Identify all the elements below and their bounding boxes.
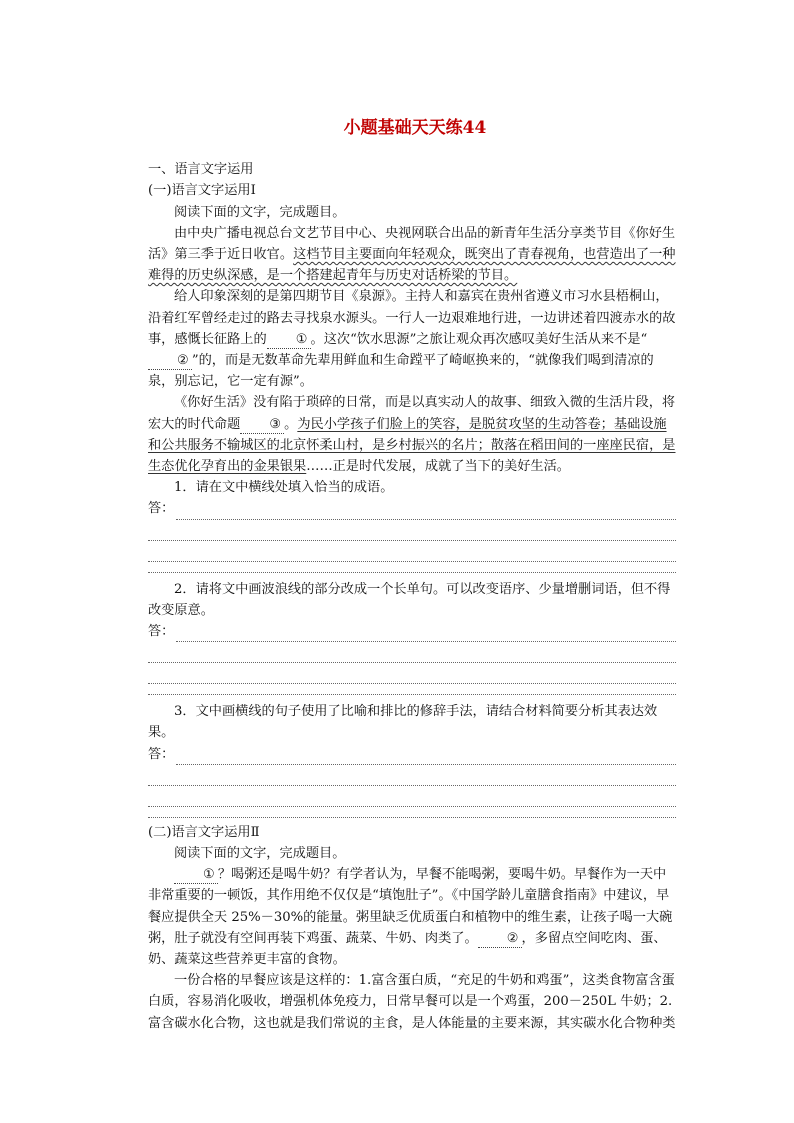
- text-run: 《你好生活》没有陷于琐碎的日常，而是以真实动人的故事、细致入微的生活片段，将宏大的时代命题: [148, 395, 676, 432]
- subsection-heading-1: (一)语言文字运用Ⅰ: [148, 183, 256, 199]
- passage-1-paragraph-3: [148, 392, 676, 477]
- answer-line: [148, 765, 676, 786]
- passage-1-paragraph-2: [148, 286, 676, 392]
- blank-2: ②: [478, 931, 522, 948]
- blank-3: ③: [240, 417, 284, 434]
- answer-line: [148, 520, 676, 541]
- answer-line: [148, 663, 676, 684]
- answer-line: [176, 629, 676, 642]
- answer-line: [148, 562, 676, 573]
- section-heading: 一、语言文字运用: [148, 162, 254, 178]
- subsection-heading-2: (二)语言文字运用Ⅱ: [148, 824, 260, 840]
- passage-2-paragraph-2: 一份合格的早餐应该是这样的：1.富含蛋白质，“充足的牛奶和鸡蛋”，这类食物富含蛋白质，容易消化吸收，增强机体免疫力，日常早餐可以是一个鸡蛋，200－250L 牛奶；2.富含碳水化合物，这也就是我们常说的主食，是人体能量的主要来源，其实碳水化合物种类: [148, 973, 676, 1031]
- question-3: 3．文中画横线的句子使用了比喻和排比的修辞手法，请结合材料简要分析其表达效果。: [148, 704, 658, 741]
- answer-label: 答：: [148, 501, 175, 517]
- document-page: [148, 118, 676, 1034]
- text-run: ，多留点空间吃肉、蛋、奶、蔬菜这些营养更丰富的食物。: [148, 930, 667, 968]
- blank-1: ①: [174, 867, 218, 884]
- passage-1-paragraph-1: [148, 223, 676, 287]
- answer-label: 答：: [148, 624, 175, 640]
- passage-2-paragraph-1: [148, 864, 676, 970]
- page-title: 小题基础天天练44: [343, 118, 487, 138]
- answer-line: [148, 684, 676, 695]
- text-run: ”的，而是无数革命先辈用鲜血和生命蹚平了崎岖换来的，“就像我们喝到清凉的泉，别忘记，它一定有源”。: [148, 353, 654, 390]
- text-run: 。这次“饮水思源”之旅让观众再次感叹美好生活从来不是“: [310, 331, 648, 347]
- answer-line: [176, 752, 676, 765]
- answer-line: [148, 807, 676, 818]
- instruction-1: 阅读下面的文字，完成题目。: [174, 204, 346, 220]
- text-run: ……正是时代发展，成就了当下的美好生活。: [306, 459, 570, 475]
- blank-1: ①: [267, 332, 311, 349]
- answer-line: [148, 786, 676, 807]
- answer-line: [148, 541, 676, 562]
- answer-area-1[interactable]: [148, 498, 676, 519]
- answer-line: [176, 507, 676, 520]
- text-run: ？喝粥还是喝牛奶？有学者认为，早餐不能喝粥，要喝牛奶。早餐作为一天中非常重要的一顿饭，其作用绝不仅仅是“填饱肚子”。《中国学龄儿童膳食指南》中建议，早餐应提供全天 25%－30%的能量。粥里缺乏优质蛋白和植物中的维生素，让孩子喝一大碗粥，肚子就没有空间再装下鸡蛋、蔬菜、牛奶、肉类了。: [148, 867, 673, 946]
- text-run: 。: [284, 416, 298, 432]
- answer-line: [148, 642, 676, 663]
- answer-area-2[interactable]: [148, 621, 676, 642]
- question-1: 1．请在文中横线处填入恰当的成语。: [174, 480, 394, 496]
- blank-2: ②: [148, 353, 192, 370]
- underlined-text: 为民小学孩子们脸上的笑容，是脱贫攻坚的生动答卷；基础设施和公共服务不输城区的北京怀柔山村，是乡村振兴的名片；散落在稻田间的一座座民宿，是生态优化孕育出的金果银果: [148, 416, 676, 475]
- text-run: 由中央广播电视总台文艺节目中心、央视网联合出品的新青年生活分享类节目《你好生活》第三季于近日收官。: [148, 225, 676, 263]
- answer-area-3[interactable]: [148, 744, 676, 765]
- instruction-2: 阅读下面的文字，完成题目。: [174, 846, 346, 862]
- question-2: 2．请将文中画波浪线的部分改成一个长单句。可以改变语序、少量增删词语，但不得改变原意。: [148, 581, 671, 618]
- answer-label: 答：: [148, 746, 175, 762]
- wavy-underlined-text: 这档节目主要面向年轻观众，既突出了青春视角，也营造出了一种难得的历史纵深感，是一个搭建起青年与历史对话桥梁的节目。: [148, 247, 676, 284]
- text-run: 给人印象深刻的是第四期节目《泉源》。主持人和嘉宾在贵州省遵义市习水县梧桐山，沿着红军曾经走过的路去寻找泉水源头。一行人一边艰难地行进，一边讲述着四渡赤水的故事，感慨长征路上的: [148, 289, 676, 347]
